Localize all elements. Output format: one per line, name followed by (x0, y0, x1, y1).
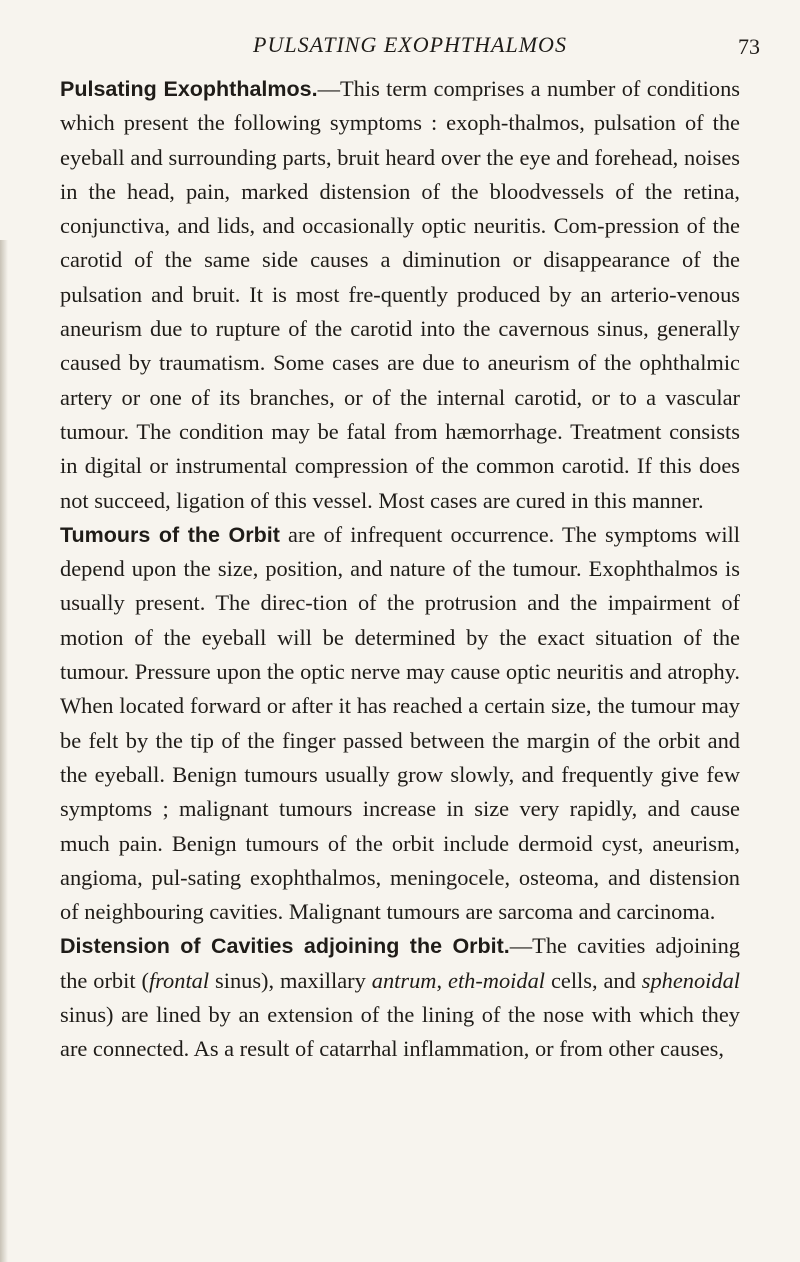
section-heading-pulsating-exophthalmos: Pulsating Exophthalmos. (60, 77, 318, 101)
paragraph-text: —The cavities adjoining the orbit ( (60, 933, 740, 993)
italic-term-antrum: antrum (371, 967, 437, 993)
page-gutter-shadow (0, 240, 8, 1262)
paragraph-text: sinus) are lined by an extension of the lining of the nose with which they are connected. As a result of catarrhal inflammation, or from other causes, (60, 1002, 740, 1062)
paragraph-text: are of infrequent occurrence. The symptoms will depend upon the size, position, and nature of the tumour. Exophthalmos is usually present. The direc-tion of the protrusion and the impairment of motion of the eyeball will be determined by the exact situation of the tumour. Pressure upon the optic nerve may cause optic neuritis and atrophy. When located forward or after it has reached a certain size, the tumour may be felt by the tip of the finger passed between the margin of the orbit and the eyeball. Benign tumours usually grow slowly, and frequently give few symptoms ; malignant tumours increase in size very rapidly, and cause much pain. Benign tumours of the orbit include dermoid cyst, aneurism, angioma, pul-sating exophthalmos, meningocele, osteoma, and distension of neighbouring cavities. Malignant tumours are sarcoma and carcinoma. (60, 521, 740, 925)
paragraph-pulsating-exophthalmos (60, 72, 740, 518)
page-number: 73 (738, 34, 760, 59)
body-text (60, 72, 740, 1067)
paragraph-distension-of-cavities (60, 929, 740, 1066)
paragraph-text: sinus), maxillary (209, 967, 372, 993)
paragraph-tumours-of-the-orbit (60, 518, 740, 930)
italic-term-sphenoidal: sphenoidal (641, 967, 741, 993)
paragraph-text: , (436, 967, 448, 993)
italic-term-ethmoidal: eth-moidal (448, 967, 546, 993)
running-head (60, 30, 760, 60)
section-heading-tumours-of-the-orbit: Tumours of the Orbit (60, 522, 280, 547)
running-title: PULSATING EXOPHTHALMOS (253, 32, 567, 57)
section-heading-distension-of-cavities: Distension of Cavities adjoining the Orbit. (60, 934, 510, 959)
paragraph-text: —This term comprises a number of conditions which present the following symptoms : exoph-thalmos, pulsation of the eyeball and surrounding parts, bruit heard over the eye and forehead, noises in the head, pain, marked distension of the bloodvessels of the retina, conjunctiva, and lids, and occasionally optic neuritis. Com-pression of the carotid of the same side causes a diminution or disappearance of the pulsation and bruit. It is most fre-quently produced by an arterio-venous aneurism due to rupture of the carotid into the cavernous sinus, generally caused by traumatism. Some cases are due to aneurism of the ophthalmic artery or one of its branches, or of the internal carotid, or to a vascular tumour. The condition may be fatal from hæmorrhage. Treatment consists in digital or instrumental compression of the common carotid. If this does not succeed, ligation of this vessel. Most cases are cured in this manner. (60, 76, 740, 513)
italic-term-frontal: frontal (148, 967, 210, 993)
paragraph-text: cells, and (545, 967, 642, 993)
